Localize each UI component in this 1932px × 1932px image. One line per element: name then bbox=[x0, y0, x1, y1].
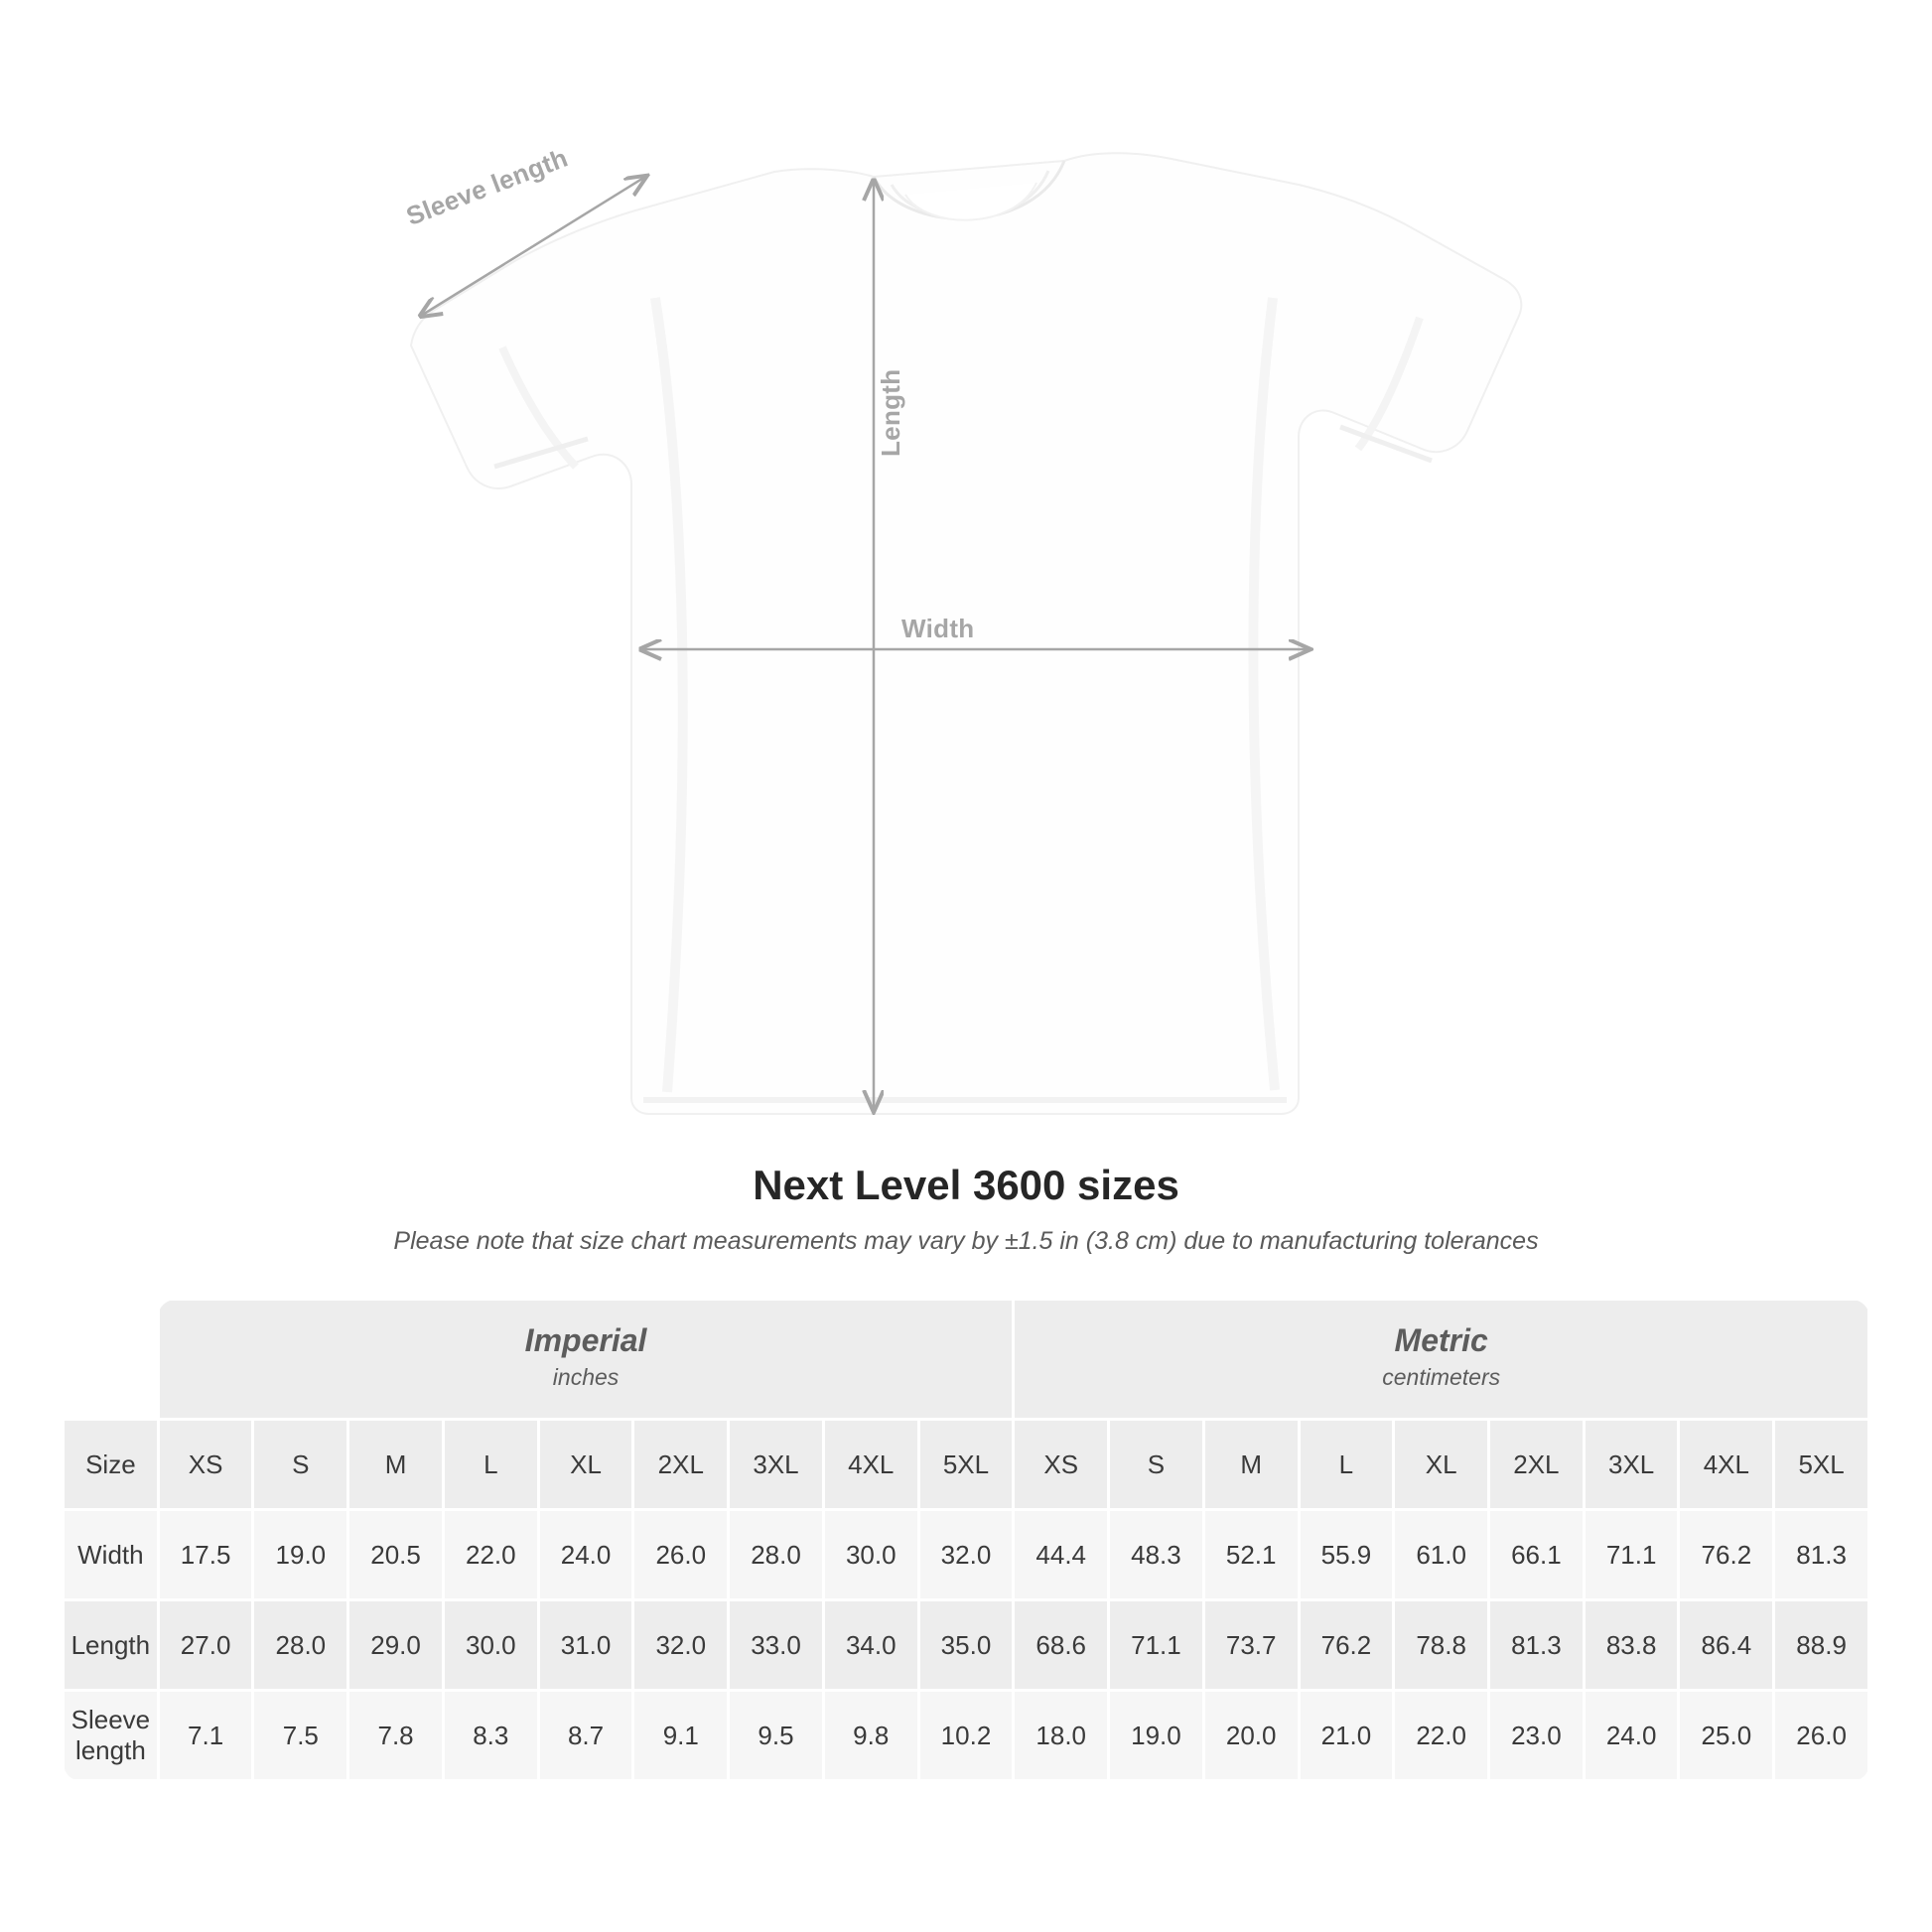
table-cell: 22.0 bbox=[443, 1510, 538, 1600]
table-cell: 30.0 bbox=[823, 1510, 918, 1600]
table-cell: 19.0 bbox=[1109, 1691, 1204, 1781]
table-cell: 81.3 bbox=[1489, 1600, 1585, 1691]
table-cell: 44.4 bbox=[1014, 1510, 1109, 1600]
size-header-row bbox=[64, 1420, 1869, 1510]
table-cell: 61.0 bbox=[1394, 1510, 1489, 1600]
size-header-cell: 4XL bbox=[823, 1420, 918, 1510]
table-cell: 32.0 bbox=[918, 1510, 1014, 1600]
table-cell: 24.0 bbox=[1584, 1691, 1679, 1781]
table-cell: 26.0 bbox=[633, 1510, 729, 1600]
unit-group-metric bbox=[1014, 1300, 1869, 1420]
length-label: Length bbox=[876, 368, 905, 457]
table-row bbox=[64, 1691, 1869, 1781]
size-header-cell: M bbox=[1203, 1420, 1299, 1510]
table-cell: 19.0 bbox=[253, 1510, 348, 1600]
table-corner bbox=[64, 1300, 159, 1420]
title-block bbox=[0, 1162, 1932, 1256]
table-cell: 7.5 bbox=[253, 1691, 348, 1781]
table-cell: 32.0 bbox=[633, 1600, 729, 1691]
size-header-cell: XL bbox=[1394, 1420, 1489, 1510]
table-cell: 7.8 bbox=[348, 1691, 444, 1781]
unit-group-imperial-sub: inches bbox=[552, 1363, 620, 1390]
size-header-cell: 5XL bbox=[918, 1420, 1014, 1510]
table-cell: 66.1 bbox=[1489, 1510, 1585, 1600]
size-header-cell: 4XL bbox=[1679, 1420, 1774, 1510]
size-header-cell: 5XL bbox=[1774, 1420, 1869, 1510]
table-cell: 23.0 bbox=[1489, 1691, 1585, 1781]
table-cell: 7.1 bbox=[158, 1691, 253, 1781]
unit-group-metric-sub: centimeters bbox=[1382, 1363, 1501, 1390]
table-cell: 55.9 bbox=[1299, 1510, 1394, 1600]
table-cell: 78.8 bbox=[1394, 1600, 1489, 1691]
size-header-cell: L bbox=[1299, 1420, 1394, 1510]
table-cell: 71.1 bbox=[1584, 1510, 1679, 1600]
table-cell: 20.0 bbox=[1203, 1691, 1299, 1781]
table-cell: 8.7 bbox=[538, 1691, 633, 1781]
table-cell: 83.8 bbox=[1584, 1600, 1679, 1691]
row-label-width: Width bbox=[64, 1510, 159, 1600]
table-cell: 28.0 bbox=[729, 1510, 824, 1600]
table-cell: 21.0 bbox=[1299, 1691, 1394, 1781]
table-cell: 30.0 bbox=[443, 1600, 538, 1691]
table-cell: 86.4 bbox=[1679, 1600, 1774, 1691]
table-cell: 9.1 bbox=[633, 1691, 729, 1781]
row-label-sleeve-length: Sleeve length bbox=[64, 1691, 159, 1781]
table-cell: 76.2 bbox=[1679, 1510, 1774, 1600]
table-row bbox=[64, 1510, 1869, 1600]
table-cell: 20.5 bbox=[348, 1510, 444, 1600]
table-cell: 28.0 bbox=[253, 1600, 348, 1691]
table-cell: 26.0 bbox=[1774, 1691, 1869, 1781]
size-header-cell: XS bbox=[158, 1420, 253, 1510]
unit-header-row bbox=[64, 1300, 1869, 1420]
size-header-label: Size bbox=[64, 1420, 159, 1510]
table-cell: 71.1 bbox=[1109, 1600, 1204, 1691]
width-label: Width bbox=[901, 614, 975, 643]
size-table-wrap bbox=[62, 1298, 1870, 1782]
size-header-cell: XL bbox=[538, 1420, 633, 1510]
row-label-length: Length bbox=[64, 1600, 159, 1691]
size-header-cell: M bbox=[348, 1420, 444, 1510]
page-title: Next Level 3600 sizes bbox=[753, 1162, 1179, 1208]
table-cell: 31.0 bbox=[538, 1600, 633, 1691]
table-cell: 48.3 bbox=[1109, 1510, 1204, 1600]
table-cell: 68.6 bbox=[1014, 1600, 1109, 1691]
unit-group-imperial bbox=[158, 1300, 1014, 1420]
table-row bbox=[64, 1600, 1869, 1691]
table-cell: 8.3 bbox=[443, 1691, 538, 1781]
size-header-cell: S bbox=[1109, 1420, 1204, 1510]
table-cell: 29.0 bbox=[348, 1600, 444, 1691]
table-cell: 76.2 bbox=[1299, 1600, 1394, 1691]
table-cell: 17.5 bbox=[158, 1510, 253, 1600]
table-cell: 18.0 bbox=[1014, 1691, 1109, 1781]
size-header-cell: L bbox=[443, 1420, 538, 1510]
table-cell: 9.8 bbox=[823, 1691, 918, 1781]
size-table bbox=[62, 1298, 1870, 1782]
tolerance-note: Please note that size chart measurements may vary by ±1.5 in (3.8 cm) due to manufacturing tolerances bbox=[393, 1227, 1539, 1255]
table-cell: 73.7 bbox=[1203, 1600, 1299, 1691]
size-header-cell: 2XL bbox=[1489, 1420, 1585, 1510]
size-header-cell: 3XL bbox=[729, 1420, 824, 1510]
unit-group-metric-name: Metric bbox=[1394, 1321, 1488, 1358]
table-cell: 35.0 bbox=[918, 1600, 1014, 1691]
table-cell: 10.2 bbox=[918, 1691, 1014, 1781]
size-header-cell: 3XL bbox=[1584, 1420, 1679, 1510]
table-cell: 33.0 bbox=[729, 1600, 824, 1691]
sleeve-length-label: Sleeve length bbox=[402, 142, 572, 232]
table-cell: 52.1 bbox=[1203, 1510, 1299, 1600]
table-cell: 9.5 bbox=[729, 1691, 824, 1781]
table-cell: 24.0 bbox=[538, 1510, 633, 1600]
size-header-cell: XS bbox=[1014, 1420, 1109, 1510]
table-cell: 27.0 bbox=[158, 1600, 253, 1691]
table-cell: 88.9 bbox=[1774, 1600, 1869, 1691]
size-header-cell: 2XL bbox=[633, 1420, 729, 1510]
table-cell: 25.0 bbox=[1679, 1691, 1774, 1781]
size-header-cell: S bbox=[253, 1420, 348, 1510]
table-cell: 34.0 bbox=[823, 1600, 918, 1691]
unit-group-imperial-name: Imperial bbox=[524, 1321, 647, 1358]
table-cell: 22.0 bbox=[1394, 1691, 1489, 1781]
table-cell: 81.3 bbox=[1774, 1510, 1869, 1600]
